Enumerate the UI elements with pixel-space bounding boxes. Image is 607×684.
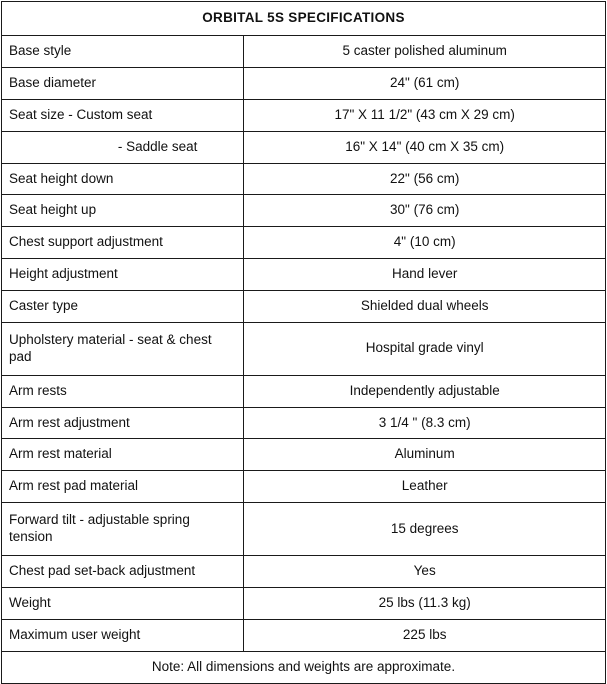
row-value: 3 1/4 " (8.3 cm) xyxy=(244,407,606,439)
footnote: Note: All dimensions and weights are approximate. xyxy=(2,651,606,684)
row-value: Hand lever xyxy=(244,259,606,291)
row-value: 22" (56 cm) xyxy=(244,163,606,195)
row-label: Seat size - Custom seat xyxy=(2,99,244,131)
table-row xyxy=(2,259,606,291)
table-row xyxy=(2,163,606,195)
row-label: Caster type xyxy=(2,291,244,323)
row-value: 15 degrees xyxy=(244,503,606,556)
row-value: Hospital grade vinyl xyxy=(244,322,606,375)
row-value: 24" (61 cm) xyxy=(244,67,606,99)
table-row xyxy=(2,322,606,375)
row-value: Aluminum xyxy=(244,439,606,471)
row-value: Independently adjustable xyxy=(244,375,606,407)
row-value: 16" X 14" (40 cm X 35 cm) xyxy=(244,131,606,163)
table-row xyxy=(2,195,606,227)
row-value: 25 lbs (11.3 kg) xyxy=(244,587,606,619)
row-value: 17" X 11 1/2" (43 cm X 29 cm) xyxy=(244,99,606,131)
specifications-table xyxy=(1,1,606,684)
table-row xyxy=(2,375,606,407)
row-label: Chest support adjustment xyxy=(2,227,244,259)
page-title: ORBITAL 5S SPECIFICATIONS xyxy=(2,2,606,36)
row-label: Arm rest adjustment xyxy=(2,407,244,439)
table-row xyxy=(2,555,606,587)
row-value: 5 caster polished aluminum xyxy=(244,36,606,68)
row-value: Shielded dual wheels xyxy=(244,291,606,323)
row-label: Seat height down xyxy=(2,163,244,195)
row-value: Leather xyxy=(244,471,606,503)
table-row xyxy=(2,131,606,163)
row-value: 30" (76 cm) xyxy=(244,195,606,227)
row-label: Arm rest pad material xyxy=(2,471,244,503)
row-value: 4" (10 cm) xyxy=(244,227,606,259)
table-row xyxy=(2,407,606,439)
row-label: - Saddle seat xyxy=(2,131,244,163)
table-row xyxy=(2,503,606,556)
row-label: Arm rest material xyxy=(2,439,244,471)
table-row xyxy=(2,67,606,99)
table-row xyxy=(2,99,606,131)
row-label: Height adjustment xyxy=(2,259,244,291)
row-label: Chest pad set-back adjustment xyxy=(2,555,244,587)
table-row xyxy=(2,439,606,471)
table-row xyxy=(2,36,606,68)
table-row xyxy=(2,227,606,259)
table-row xyxy=(2,619,606,651)
row-label: Base style xyxy=(2,36,244,68)
table-note-row xyxy=(2,651,606,684)
row-label: Maximum user weight xyxy=(2,619,244,651)
row-label: Arm rests xyxy=(2,375,244,407)
table-row xyxy=(2,471,606,503)
specifications-document xyxy=(0,1,607,674)
row-label: Weight xyxy=(2,587,244,619)
row-value: Yes xyxy=(244,555,606,587)
table-body xyxy=(2,2,606,684)
row-value: 225 lbs xyxy=(244,619,606,651)
row-label: Base diameter xyxy=(2,67,244,99)
table-title-row xyxy=(2,2,606,36)
table-row xyxy=(2,587,606,619)
table-row xyxy=(2,291,606,323)
row-label: Forward tilt - adjustable spring tension xyxy=(2,503,244,556)
row-label: Seat height up xyxy=(2,195,244,227)
row-label: Upholstery material - seat & chest pad xyxy=(2,322,244,375)
